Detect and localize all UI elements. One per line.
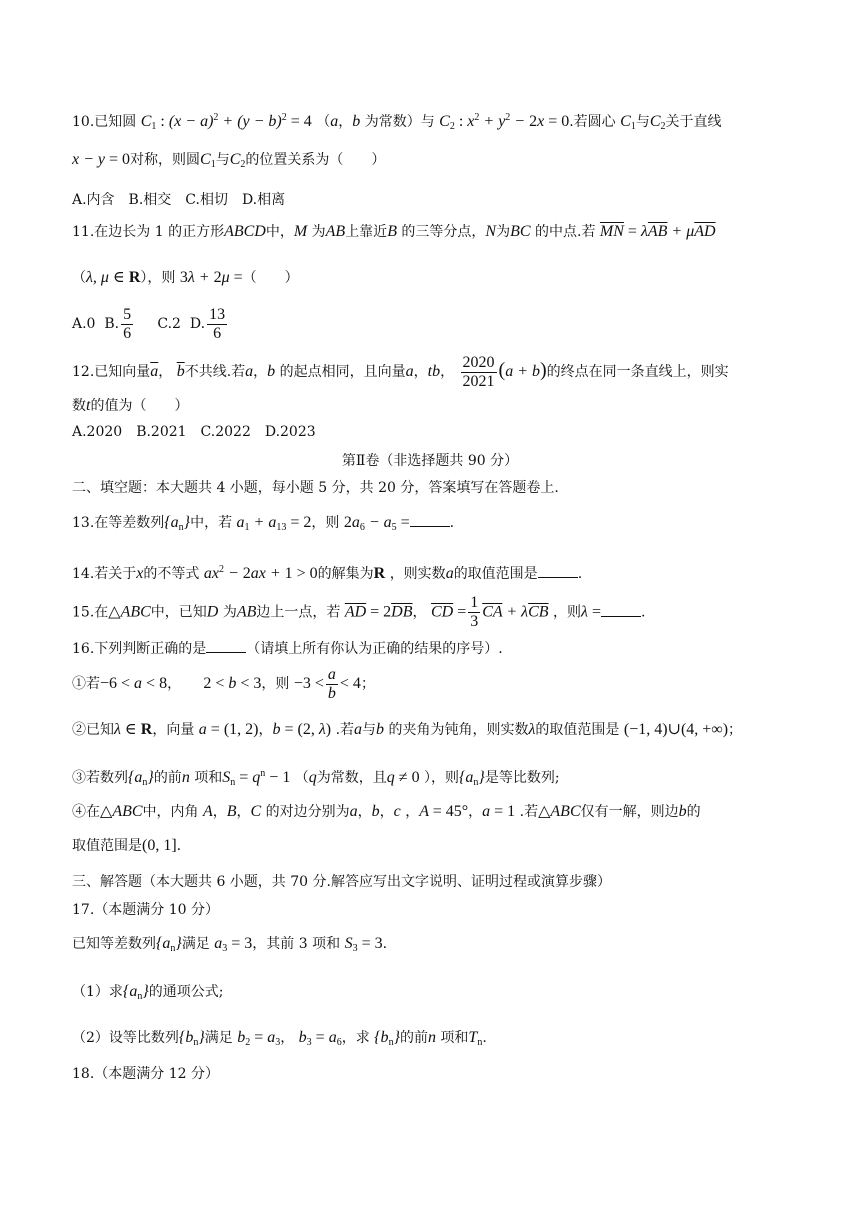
q16-statement-3: ③若数列$\{a_n\}$的前n 项和$S_n = q^n - 1$ （q为常数，且q ≠ 0 ），则$\{a_n\}$是等比数列; <box>72 768 560 788</box>
fraction-5-6: $\frac{5}{6}$ <box>123 305 132 342</box>
q16-stem: 16.下列判断正确的是 （请填上所有你认为正确的结果的序号）. <box>72 638 503 659</box>
q17-part1: （1）求$\{a_n\}$的通项公式; <box>72 983 224 1002</box>
q12-options: A.2020 B.2021 C.2022 D.2023 <box>72 424 316 440</box>
q14: 14.若关于x的不等式 $ax^2 - 2ax + 1 > 0$的解集为R ，则实数a的取值范围是 . <box>72 564 583 582</box>
q11-line2: （λ, μ ∈ R），则 3λ + 2μ =（ ） <box>72 269 299 286</box>
q10-options: A.内含 B.相交 C.相切 D.相离 <box>72 192 286 208</box>
q18-title: 18.（本题满分 12 分） <box>72 1066 219 1082</box>
answer-heading: 三、解答题（本大题共 6 小题，共 70 分.解答应写出文字说明、证明过程或演算步骤） <box>72 874 611 890</box>
q16-statement-4: ④在△ABC中，内角 A，B，C 的对边分别为a，b，c ，A = 45°，a = 1 .若△ABC仅有一解，则边b的 <box>72 803 701 820</box>
q16-statement-2: ②已知λ ∈ R，向量 a = (1, 2)，b = (2, λ) .若a与b 的夹角为钝角，则实数λ的取值范围是 (−1, 4)∪(4, +∞)； <box>72 721 743 738</box>
answer-blank[interactable] <box>601 602 641 617</box>
c1-equation: $C_1$ : $(x - a)^2 + (y - b)^2 = 4$ <box>140 112 312 132</box>
fraction-2020-2021: $\frac{2020}{2021}$ <box>462 353 495 390</box>
q17-part2: （2）设等比数列$\{b_n\}$满足 $b_2 = a_3$， $b_3 = a_6$，求 $\{b_n\}$的前n 项和$T_n$. <box>72 1029 487 1048</box>
fraction-13-6: $\frac{13}{6}$ <box>209 305 226 342</box>
section2-title: 第Ⅱ卷（非选择题共 90 分） <box>341 453 519 469</box>
q12-line2: 数t的值为（ ） <box>72 397 189 414</box>
vector-equation: $\overline{MN} = \lambda\overline{AB} + \mu\overline{AD}$ <box>599 223 716 240</box>
q15: 15.在△ABC中，已知D 为AB边上一点，若 $\overline{AD} = 2\overline{DB}$， $\overline{CD}$ = $\frac{1}{3}$ $\overline{CA} + \lambda\overline{CB}$ ，则λ = . <box>72 594 646 630</box>
q16-statement-4-cont: 取值范围是(0, 1]. <box>72 837 182 854</box>
fraction-a-b: $\frac{a}{b}$ <box>327 665 336 702</box>
answer-blank[interactable] <box>538 563 578 578</box>
q11-line1: 11.在边长为 1 的正方形ABCD中，M 为AB上靠近B 的三等分点，N为BC 的中点.若 $\overline{MN} = \lambda\overline{AB} + \mu\overline{AD}$ <box>72 223 716 240</box>
fraction-1-3: $\frac{1}{3}$ <box>470 594 479 630</box>
c2-equation: $C_2$ : $x^2 + y^2 - 2x = 0$ <box>439 112 570 132</box>
fill-heading: 二、填空题：本大题共 4 小题，每小题 5 分，共 20 分，答案填写在答题卷上. <box>72 480 559 496</box>
q13: 13.在等差数列$\{a_n\}$中，若 $a_1 + a_{13} = 2$，则 $2a_6 - a_5$ = . <box>72 514 455 533</box>
q10-line1: 10.已知圆 $C_1$ : $(x - a)^2 + (y - b)^2 = 4$ （a，b 为常数）与 $C_2$ : $x^2 + y^2 - 2x = 0$.若圆心 $C_1$与$C_2$关于直线 <box>72 112 722 132</box>
q17-stem: 已知等差数列$\{a_n\}$满足 $a_3 = 3$，其前 3 项和 $S_3 = 3$. <box>72 935 388 954</box>
answer-blank[interactable] <box>410 512 450 527</box>
q11-options: A.0 B. $\frac{5}{6}$ C.2 D. $\frac{13}{6}$ <box>72 305 226 342</box>
q16-statement-1: ①若−6 < a < 8， 2 < b < 3，则 −3 < $\frac{a}{b}$ < 4； <box>72 665 375 702</box>
q12-line1: 12.已知向量$\overline{a}$， $\overline{b}$不共线.若a，b 的起点相同，且向量a，tb， $\frac{2020}{2021}$ (a + b)的终点在同一条直线上，则实 <box>72 353 729 390</box>
q10-line2: x − y = 0对称，则圆$C_1$与$C_2$的位置关系为（ ） <box>72 151 386 170</box>
answer-blank[interactable] <box>206 638 246 653</box>
q17-title: 17.（本题满分 10 分） <box>72 902 219 918</box>
